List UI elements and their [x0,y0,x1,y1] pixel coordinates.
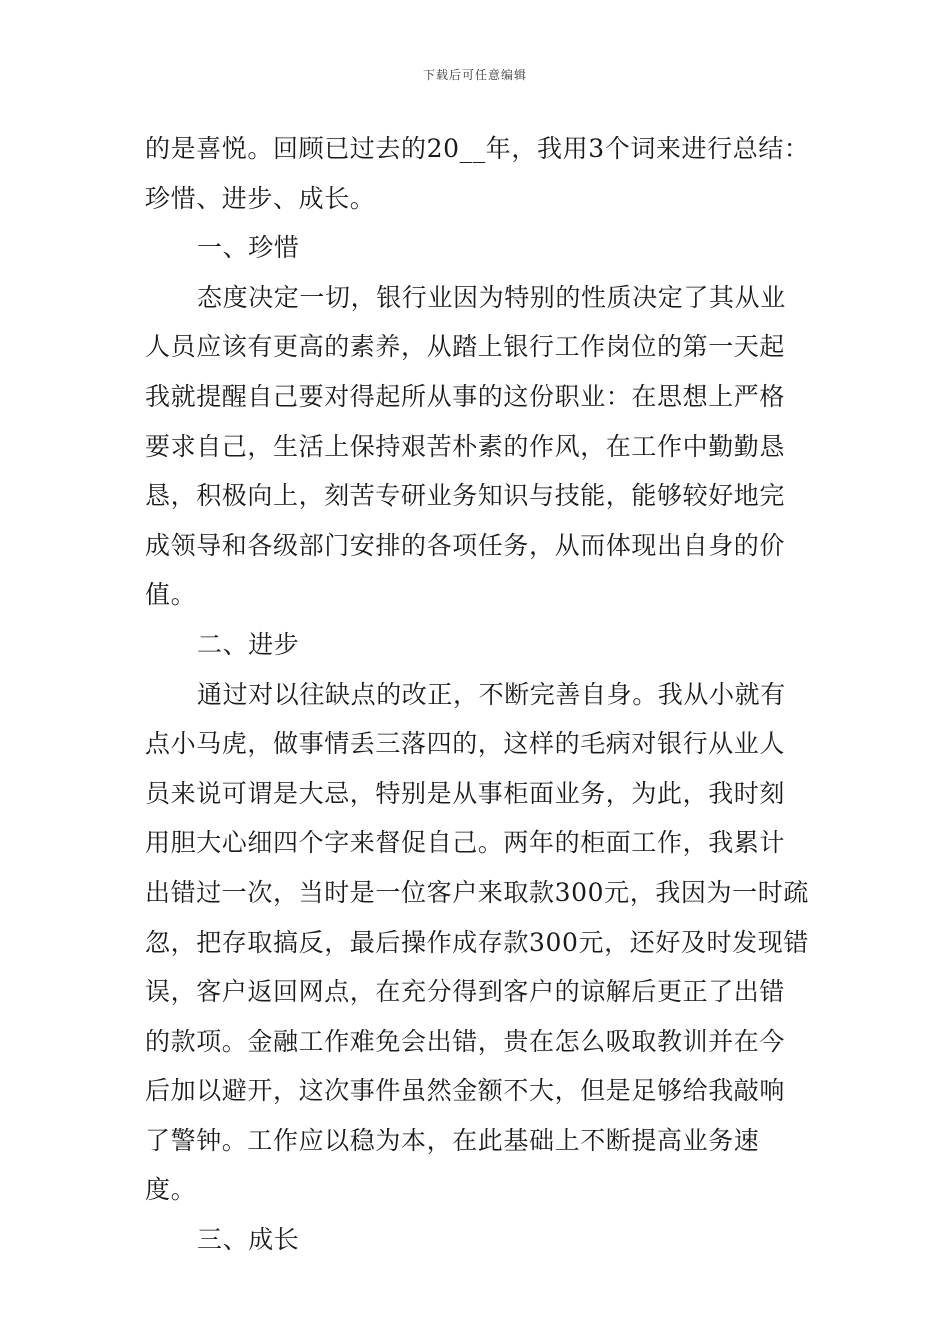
paragraph-progress: 通过对以往缺点的改正，不断完善自身。我从小就有点小马虎，做事情丢三落四的，这样的毛病对银行从业人员来说可谓是大忌，特别是从事柜面业务，为此，我时刻用胆大心细四个字来督促自己。两年的柜面工作，我累计出错过一次，当时是一位客户来取款300元，我因为一时疏忽，把存取搞反，最后操作成存款300元，还好及时发现错误，客户返回网点，在充分得到客户的谅解后更正了出错的款项。金融工作难免会出错，贵在怎么吸取教训并在今后加以避开，这次事件虽然金额不大，但是足够给我敲响了警钟。工作应以稳为本，在此基础上不断提高业务速度。 [145,679,809,1205]
header-note: 下载后可任意编辑 [422,68,527,82]
section-heading-progress: 二、进步 [197,629,300,659]
paragraph-intro-continuation: 的是喜悦。回顾已过去的20__年，我用3个词来进行总结：珍惜、进步、成长。 [145,134,810,213]
section-heading-cherish: 一、珍惜 [197,233,300,263]
paragraph-cherish: 态度决定一切，银行业因为特别的性质决定了其从业人员应该有更高的素养，从踏上银行工作岗位的第一天起我就提醒自己要对得起所从事的这份职业：在思想上严格要求自己，生活上保持艰苦朴素的作风，在工作中勤勤恳恳，积极向上，刻苦专研业务知识与技能，能够较好地完成领导和各级部门安排的各项任务，从而体现出自身的价值。 [145,282,786,610]
document-body [145,124,810,1265]
section-heading-growth: 三、成长 [197,1225,300,1255]
